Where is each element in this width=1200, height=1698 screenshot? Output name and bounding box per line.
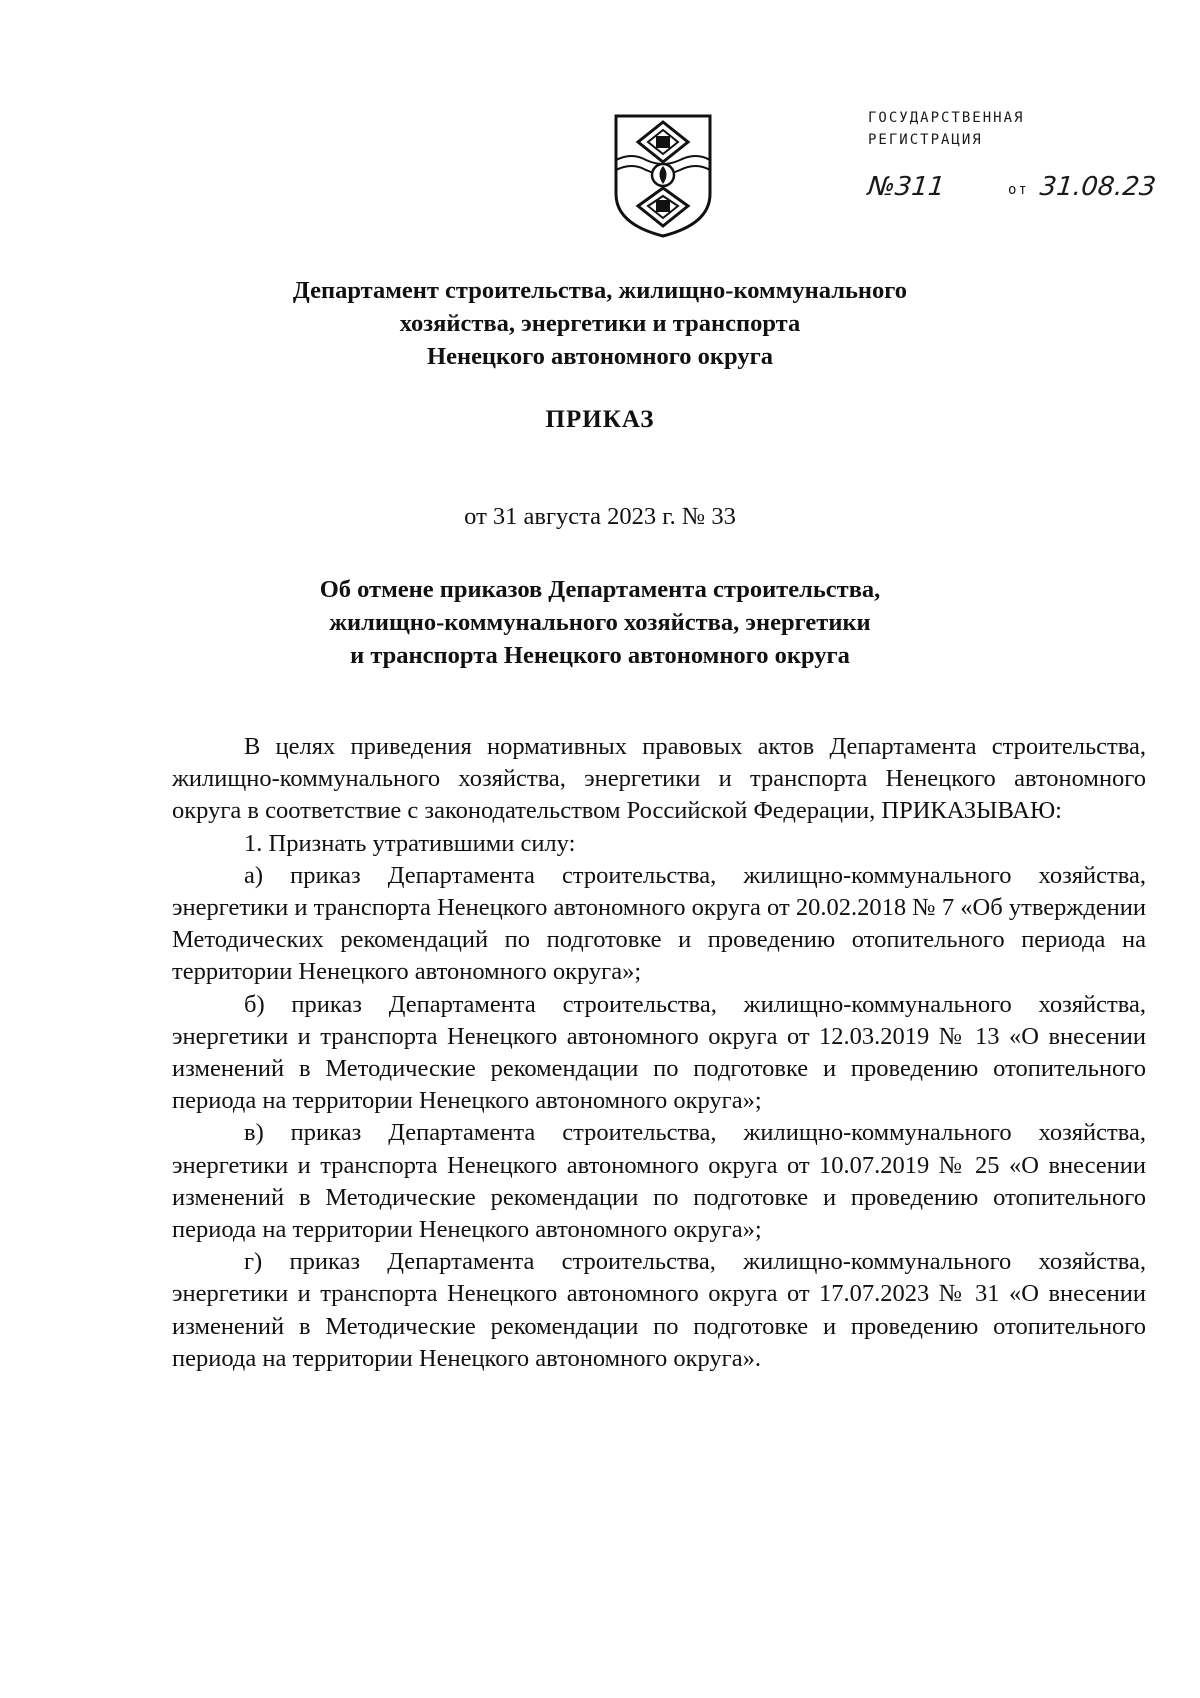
document-type-title: ПРИКАЗ [545, 406, 655, 433]
department-line: Департамент строительства, жилищно-коммунального [292, 277, 908, 304]
department-line: Ненецкого автономного округа [427, 343, 773, 370]
department-line: хозяйства, энергетики и транспорта [399, 310, 801, 337]
stamp-from-label: от [1008, 182, 1029, 198]
coat-of-arms-emblem [612, 112, 714, 240]
registration-stamp [868, 110, 1168, 210]
order-body [172, 731, 1146, 1375]
order-date-number: от 31 августа 2023 г. № 33 [464, 503, 736, 530]
subject-line: и транспорта Ненецкого автономного округа [350, 642, 850, 669]
department-name [0, 274, 1200, 373]
stamp-registration-number: №311 [866, 172, 947, 202]
stamp-line-1: ГОСУДАРСТВЕННАЯ [868, 110, 1025, 126]
stamp-registration-date: 31.08.23 [1038, 172, 1158, 202]
subitem-v-paragraph: в) приказ Департамента строительства, жилищно-коммунального хозяйства, энергетики и транспорта Ненецкого автономного округа от 10.07.2019 № 25 «О внесении изменений в Методические рекомендации по подготовке и проведению отопительного периода на территории Ненецкого автономного округа»; [172, 1119, 1146, 1244]
subitem-g-paragraph: г) приказ Департамента строительства, жилищно-коммунального хозяйства, энергетики и транспорта Ненецкого автономного округа от 17.07.2023 № 31 «О внесении изменений в Методические рекомендации по подготовке и проведению отопительного периода на территории Ненецкого автономного округа». [172, 1248, 1146, 1372]
item-1-paragraph: 1. Признать утратившими силу: [244, 829, 576, 857]
subitem-a-paragraph: а) приказ Департамента строительства, жилищно-коммунального хозяйства, энергетики и транспорта Ненецкого автономного округа от 20.02.2018 № 7 «Об утверждении Методических рекомендаций по подготовке и проведению отопительного периода на территории Ненецкого автономного округа»; [172, 861, 1146, 986]
subject-line: жилищно-коммунального хозяйства, энергетики [329, 609, 871, 636]
order-subject [0, 573, 1200, 672]
stamp-line-2: РЕГИСТРАЦИЯ [868, 132, 983, 148]
subject-line: Об отмене приказов Департамента строительства, [319, 576, 881, 603]
preamble-paragraph: В целях приведения нормативных правовых актов Департамента строительства, жилищно-коммунального хозяйства, энергетики и транспорта Ненецкого автономного округа в соответствие с законодательством Российской Федерации, ПРИКАЗЫВАЮ: [172, 733, 1146, 825]
subitem-b-paragraph: б) приказ Департамента строительства, жилищно-коммунального хозяйства, энергетики и транспорта Ненецкого автономного округа от 12.03.2019 № 13 «О внесении изменений в Методические рекомендации по подготовке и проведению отопительного периода на территории Ненецкого автономного округа»; [172, 990, 1146, 1115]
